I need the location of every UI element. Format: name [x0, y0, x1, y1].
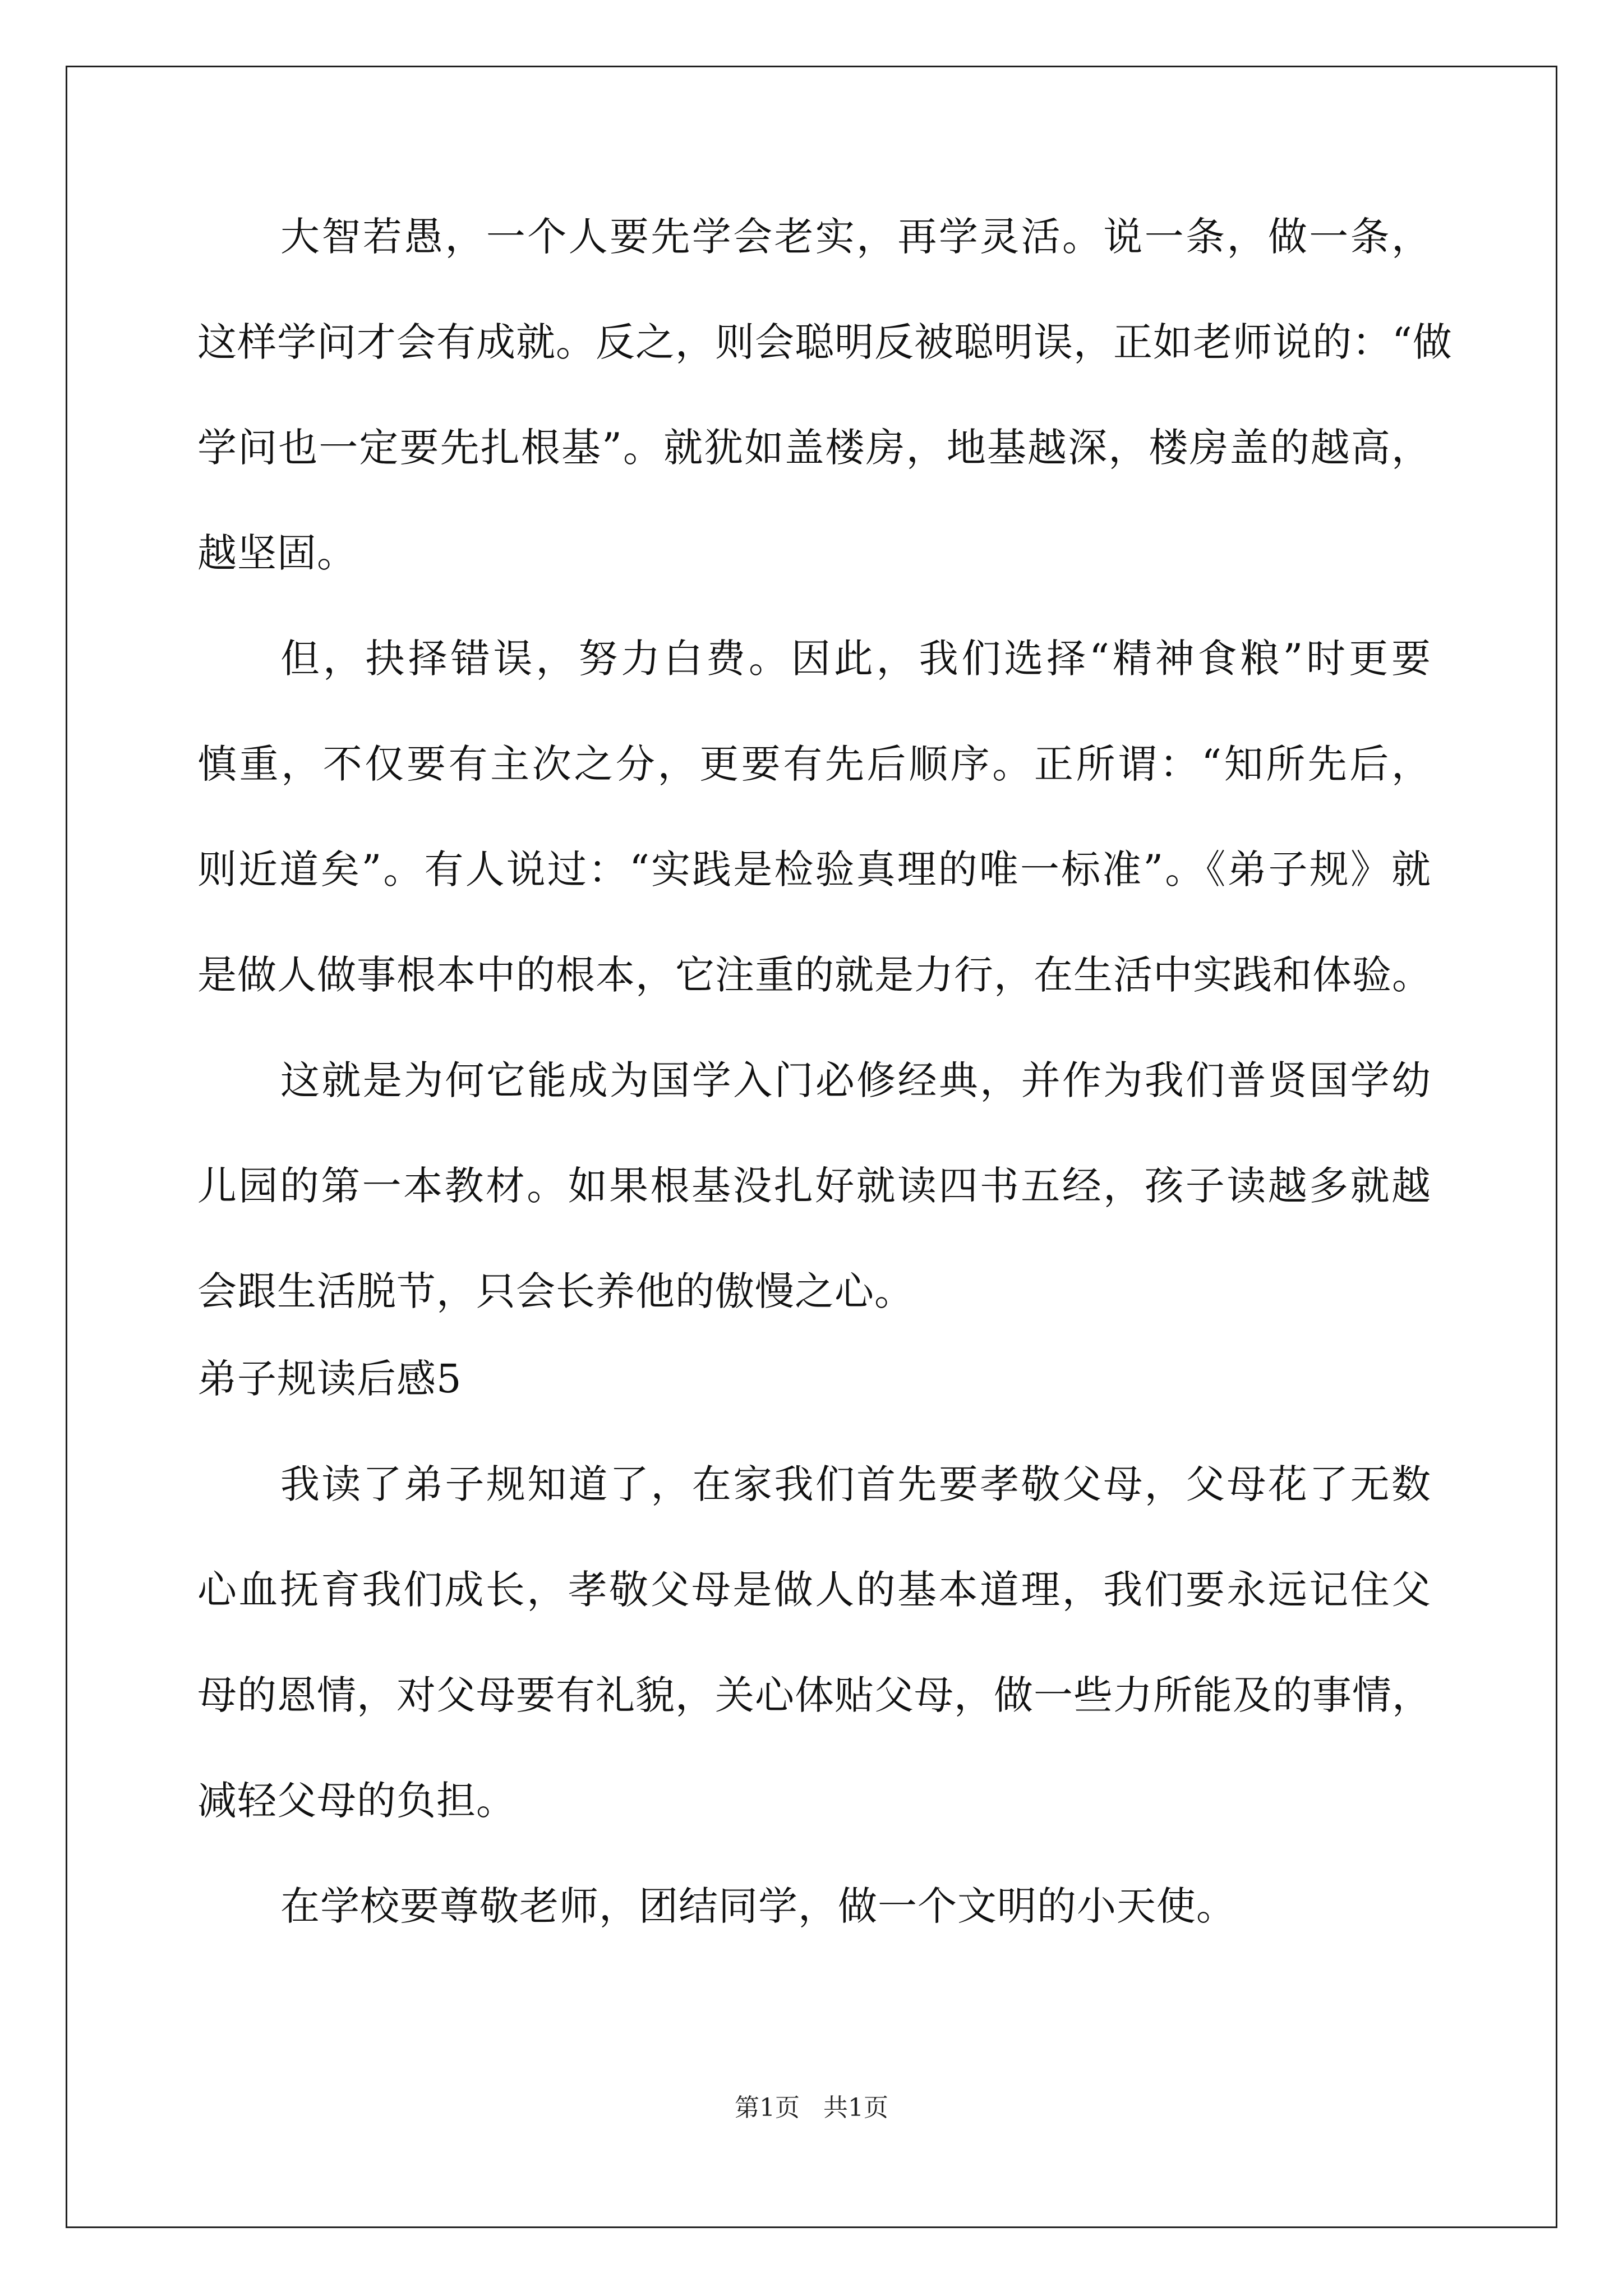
paragraph-1-line-3: 学问也一定要先扎根基”。就犹如盖楼房，地基越深，楼房盖的越高， — [197, 425, 1431, 471]
paragraph-5-line-1: 在学校要尊敬老师，团结同学，做一个文明的小天使。 — [280, 1883, 1236, 1929]
page-footer: 第1页 共1页 — [735, 2093, 888, 2122]
section-heading: 弟子规读后感5 — [197, 1356, 462, 1402]
paragraph-2-line-2: 慎重，不仅要有主次之分，更要有先后顺序。正所谓：“知所先后， — [197, 741, 1431, 787]
paragraph-4-line-1: 我读了弟子规知道了，在家我们首先要孝敬父母，父母花了无数 — [280, 1461, 1431, 1507]
paragraph-2-line-1: 但，抉择错误，努力白费。因此，我们选择“精神食粮”时更要 — [280, 636, 1431, 682]
paragraph-1-line-4: 越坚固。 — [197, 530, 357, 576]
paragraph-4-line-4: 减轻父母的负担。 — [197, 1778, 516, 1824]
paragraph-1-line-1: 大智若愚，一个人要先学会老实，再学灵活。说一条，做一条， — [280, 214, 1431, 260]
paragraph-4-line-2: 心血抚育我们成长，孝敬父母是做人的基本道理，我们要永远记住父 — [197, 1567, 1431, 1613]
paragraph-2-line-3: 则近道矣”。有人说过：“实践是检验真理的唯一标准”。《弟子规》就 — [197, 846, 1431, 892]
paragraph-1-line-2: 这样学问才会有成就。反之，则会聪明反被聪明误，正如老师说的：“做 — [197, 319, 1453, 365]
paragraph-2-line-4: 是做人做事根本中的根本，它注重的就是力行，在生活中实践和体验。 — [197, 952, 1432, 998]
paragraph-3-line-1: 这就是为何它能成为国学入门必修经典，并作为我们普贤国学幼 — [280, 1057, 1431, 1103]
paragraph-4-line-3: 母的恩情，对父母要有礼貌，关心体贴父母，做一些力所能及的事情， — [197, 1672, 1432, 1718]
paragraph-3-line-3: 会跟生活脱节，只会长养他的傲慢之心。 — [197, 1268, 914, 1314]
paragraph-3-line-2: 儿园的第一本教材。如果根基没扎好就读四书五经，孩子读越多就越 — [197, 1163, 1431, 1209]
